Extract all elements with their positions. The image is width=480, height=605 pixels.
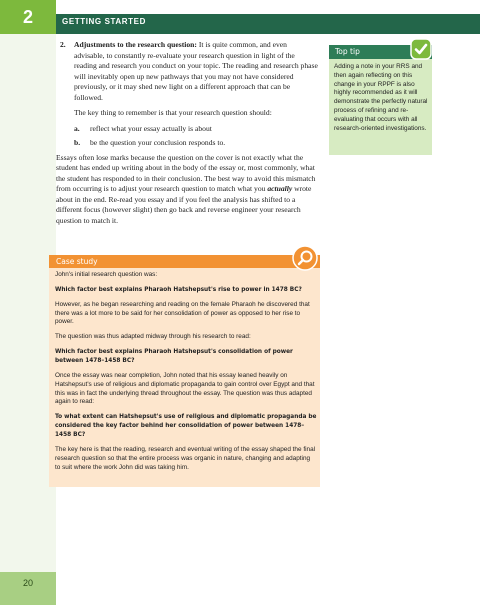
paragraph-after: wrote about in the end. Re-read you essay and if you feel the analysis has shifted to a different focus (however slight) then go back and reverse engineer your research question to match it. xyxy=(56,184,312,225)
check-icon xyxy=(410,38,432,60)
numbered-point xyxy=(56,40,318,103)
case-paragraph: Once the essay was near completion, John noted that his essay leaned heavily on Hatshepsut's use of religious and diplomatic propaganda to gain control over Egypt and that this was in fact the underlying thread throughout the essay. The question was thus adapted again to read: xyxy=(55,371,315,406)
point-heading: Adjustments to the research question: xyxy=(74,40,197,49)
list-item-label: a. xyxy=(74,123,80,133)
page-number: 20 xyxy=(22,578,33,588)
list-item xyxy=(56,124,318,135)
research-question: Which factor best explains Pharaoh Hatshepsut's consolidation of power between 1478–1458 BC? xyxy=(55,348,293,364)
case-study-title: Case study xyxy=(56,257,98,266)
case-paragraph: The question was thus adapted midway through his research to read: xyxy=(55,333,251,341)
point-text: It is quite common, and even advisable, to constantly re-evaluate your research question in light of the reading and research you conduct on your topic. The reading and research phase will inevitably open up new pathways that you may not have considered previously, or it may shed new light on a different approach that can be followed. xyxy=(74,40,318,102)
list-item-label: b. xyxy=(74,138,81,147)
list-item-text: be the question your conclusion responds to. xyxy=(90,138,226,147)
section-title: GETTING STARTED xyxy=(62,17,146,26)
case-paragraph: However, as he began researching and reading on the female Pharaoh he discovered that there was a lot more to be said for her consolidation of power as opposed to her rise to power. xyxy=(55,300,310,326)
main-content xyxy=(56,40,318,226)
case-study-box xyxy=(49,255,320,487)
case-paragraph: John's initial research question was: xyxy=(55,271,158,278)
list-item-text: reflect what your essay actually is about xyxy=(90,123,212,133)
left-margin-strip xyxy=(0,34,56,605)
emphasis-word: actually xyxy=(267,184,293,193)
magnifier-icon xyxy=(292,245,318,271)
paragraph-before: Essays often lose marks because the question on the cover is not exactly what the student has ended up writing about in the body of the essay or, most commonly, what the student has responded to in their conclusion. The best way to avoid this mismatch from occurring is to adjust your research question to match what you xyxy=(56,152,316,193)
page-number-box xyxy=(0,572,56,605)
top-tip-text: Adding a note in your RRS and then again reflecting on this change in your RPPF is also highly recommended as it will demonstrate the perfectly natural process of refining and re-evaluating that occurs with all research-oriented investigations. xyxy=(334,63,428,132)
research-question: Which factor best explains Pharaoh Hatshepsut's rise to power in 1478 BC? xyxy=(55,286,302,293)
top-tip-box xyxy=(329,45,432,155)
research-question: To what extent can Hatshepsut's use of religious and diplomatic propaganda be considered the key factor behind her consolidation of power between 1478–1458 BC? xyxy=(55,414,317,439)
remember-text: The key thing to remember is that your research question should: xyxy=(74,108,272,117)
point-number: 2. xyxy=(60,40,66,49)
case-paragraph: The key here is that the reading, research and eventual writing of the essay shaped the final research question so that the entire process was organic in nature, changing and adapting to suit where the work John did was taking him. xyxy=(55,446,316,471)
top-tip-title: Top tip xyxy=(335,47,360,56)
case-study-header xyxy=(49,255,320,268)
body-paragraph xyxy=(56,153,318,227)
case-study-body xyxy=(55,271,317,479)
list-item xyxy=(56,138,318,149)
chapter-number: 2 xyxy=(0,0,56,34)
